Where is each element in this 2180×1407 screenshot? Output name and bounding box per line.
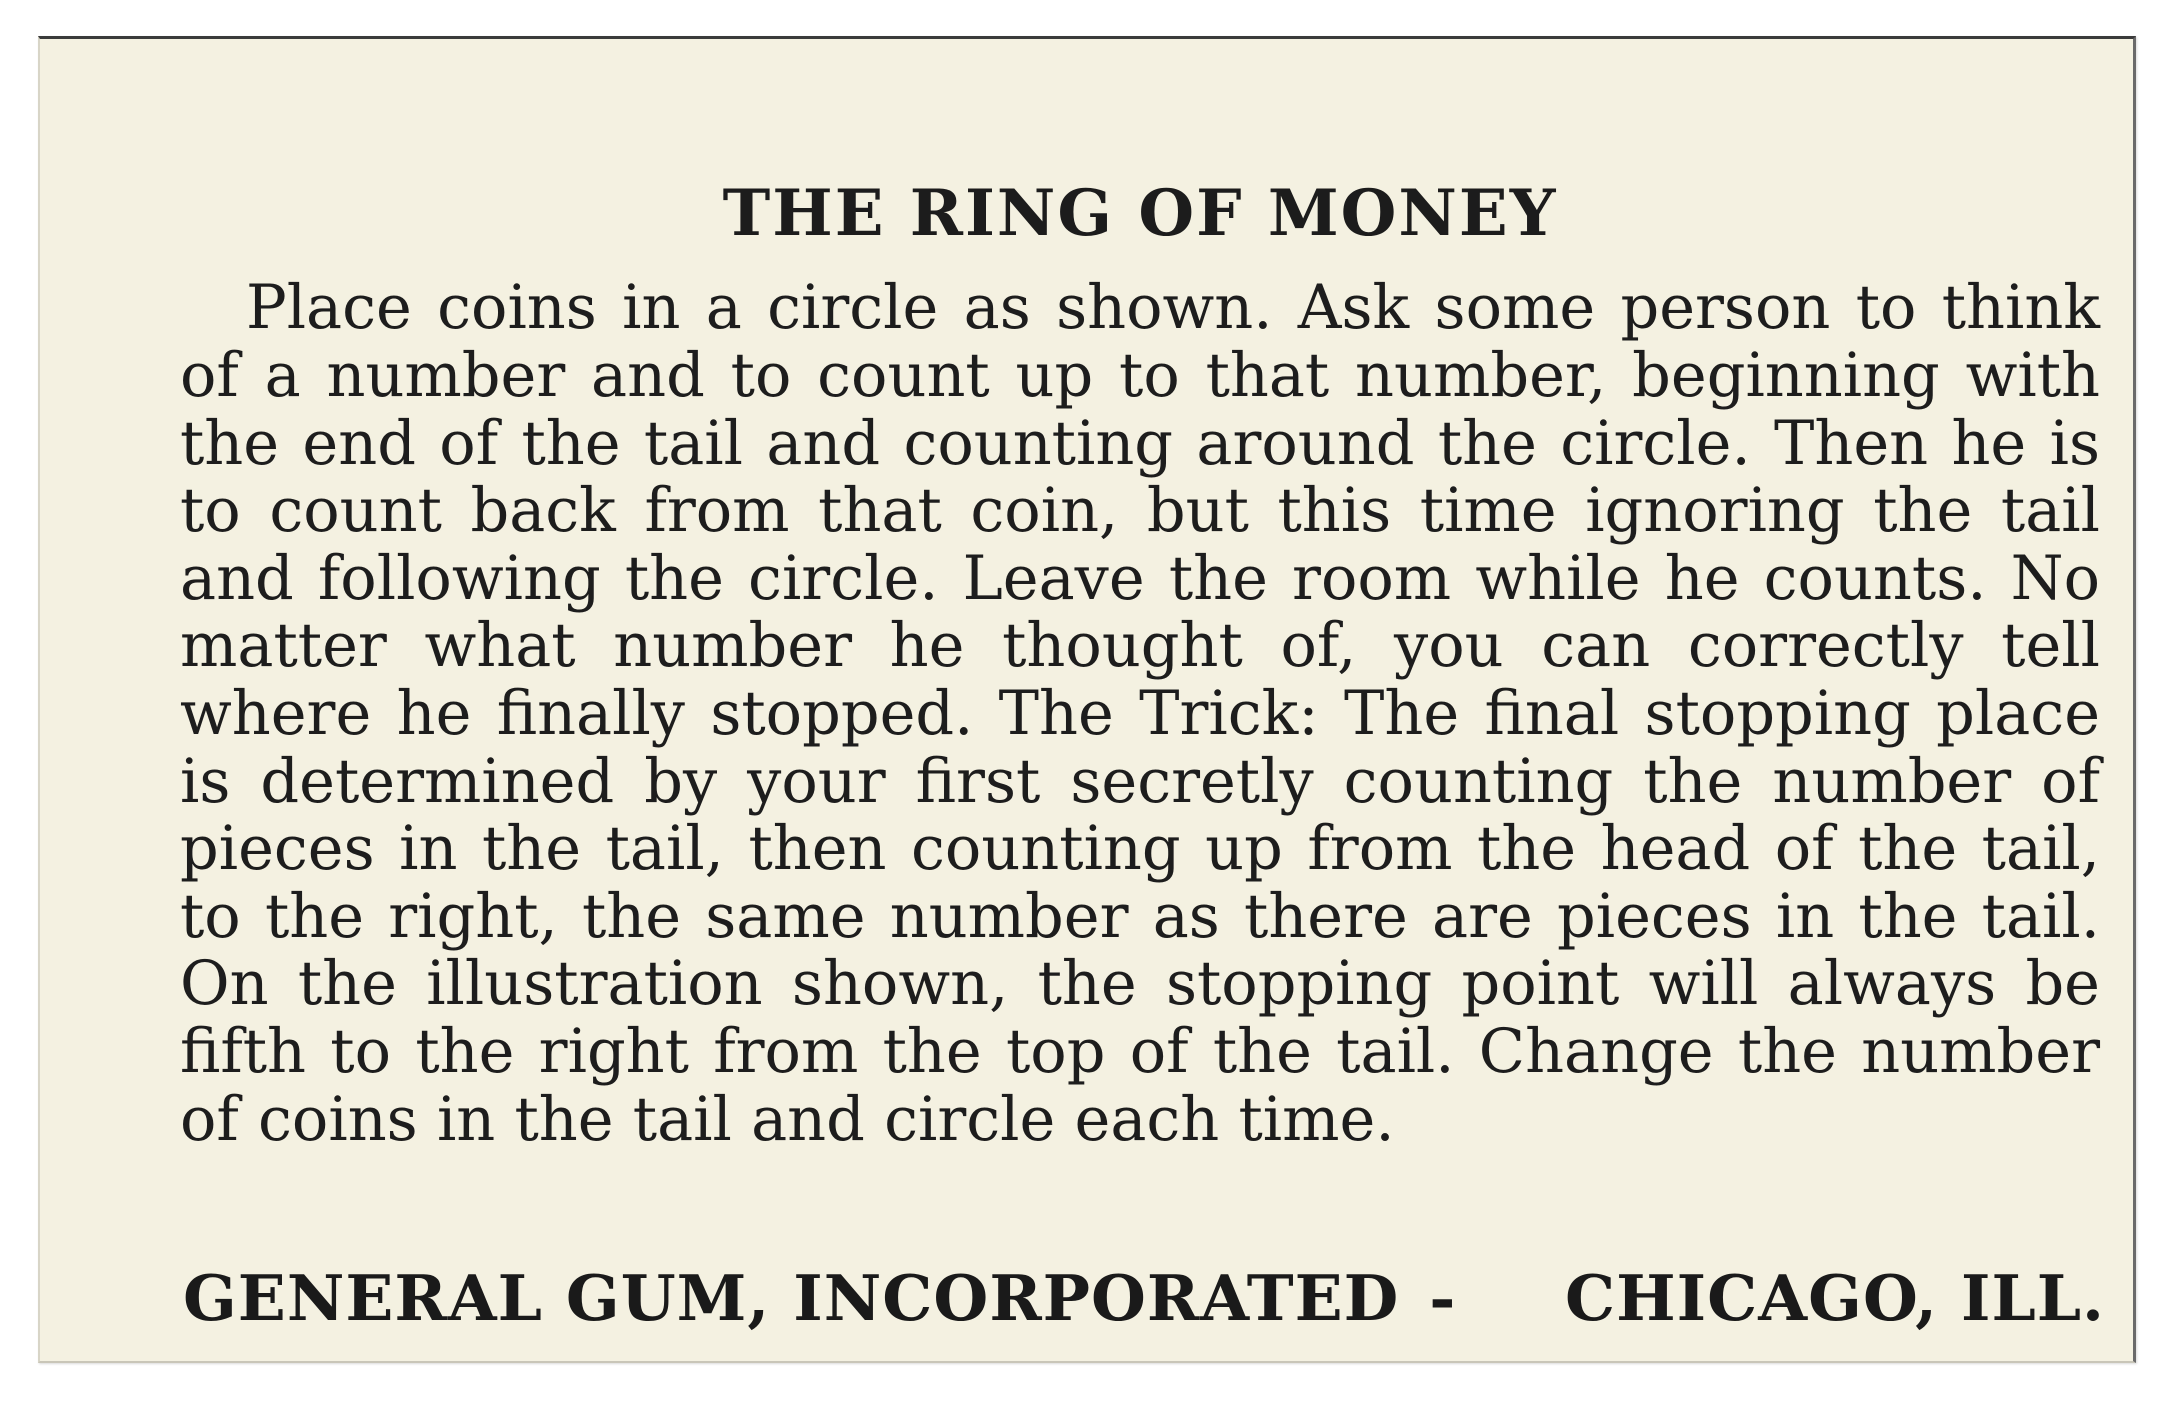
card-content [180,176,2100,1155]
footer-left [183,1261,1486,1335]
card-footer [183,1261,2105,1335]
footer-location: CHICAGO, ILL. [1564,1261,2105,1335]
footer-separator: - [1429,1261,1457,1335]
footer-company: GENERAL GUM, INCORPORATED [183,1261,1400,1335]
card-title: THE RING OF MONEY [722,176,1558,251]
card-body-text: Place coins in a circle as shown. Ask some person to think of a number and to count up to that number, beginning with the end of the tail and counting around the circle. Then he is to count back from that coin, but this time ignoring the tail and following the circle. Leave the room while he counts. No matter what number he thought of, you can correctly tell where he finally stopped. The Trick: The final stopping place is determined by your first secretly counting the number of pieces in the tail, then counting up from the head of the tail, to the right, the same number as there are pieces in the tail. On the illustration shown, the stopping point will always be fifth to the right from the top of the tail. Change the number of coins in the tail and circle each time. [180,273,2100,1155]
trading-card-back [38,36,2136,1363]
